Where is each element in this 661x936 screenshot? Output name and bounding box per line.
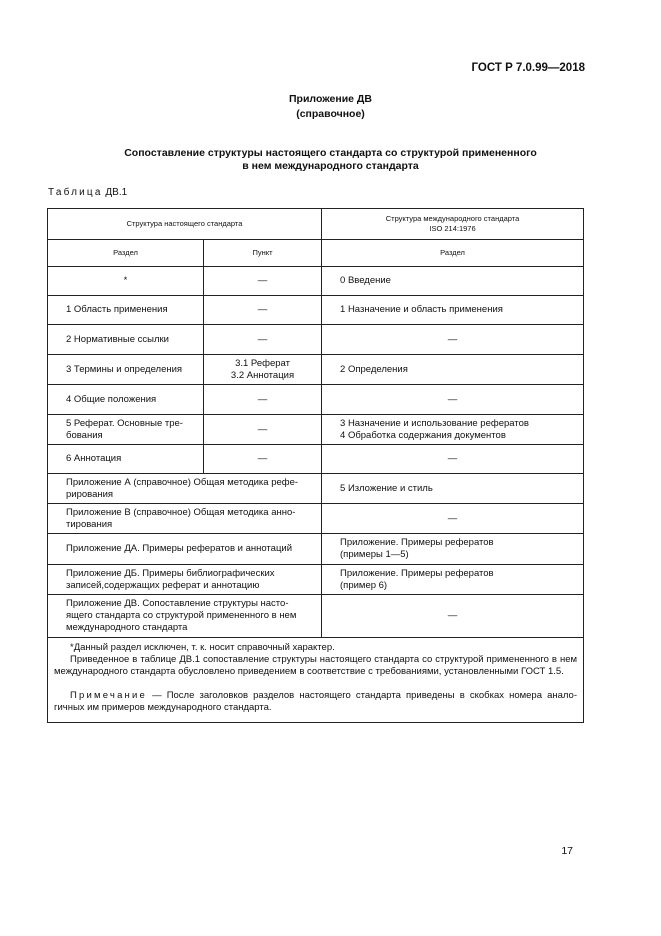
- main-title-line2: в нем международного стандарта: [242, 160, 419, 172]
- cell-intl: [322, 534, 584, 565]
- cell-intl: 2 Определения: [322, 355, 584, 385]
- cell-section-line1: Приложение А (справочное) Общая методика рефе-: [66, 476, 299, 488]
- cell-intl: —: [322, 445, 584, 474]
- appendix-type: (справочное): [296, 108, 365, 120]
- cell-item: —: [204, 325, 322, 355]
- footnote-line1: *Данный раздел исключен, т. к. носит справочный характер.: [70, 642, 335, 653]
- table-row: [48, 385, 584, 415]
- col-header-section-intl: Раздел: [322, 240, 584, 267]
- cell-section: 2 Нормативные ссылки: [48, 325, 204, 355]
- cell-item: —: [204, 445, 322, 474]
- cell-intl: —: [322, 325, 584, 355]
- document-id: ГОСТ Р 7.0.99—2018: [471, 62, 585, 74]
- table-row: [48, 445, 584, 474]
- header-this-standard: Структура настоящего стандарта: [48, 209, 322, 240]
- cell-item: [204, 355, 322, 385]
- cell-section: [48, 565, 322, 595]
- table-row: [48, 474, 584, 504]
- cell-intl: [322, 565, 584, 595]
- cell-intl: 5 Изложение и стиль: [322, 474, 584, 504]
- table-caption-word: Таблица: [48, 187, 103, 198]
- cell-section-line1: 5 Реферат. Основные тре-: [66, 417, 183, 429]
- cell-section: 6 Аннотация: [48, 445, 204, 474]
- col-header-section: Раздел: [48, 240, 204, 267]
- cell-section: *: [48, 267, 204, 296]
- appendix-title: Приложение ДВ: [289, 93, 372, 105]
- cell-intl-line2: (пример 6): [340, 579, 388, 591]
- table-note: [54, 690, 577, 714]
- main-title-line1: Сопоставление структуры настоящего стандарта со структурой примененного: [124, 147, 537, 159]
- cell-item: —: [204, 385, 322, 415]
- appendix-heading: [0, 92, 661, 122]
- cell-item: —: [204, 296, 322, 325]
- header-intl-line2: ISO 214:1976: [429, 224, 476, 233]
- cell-section: Приложение ДА. Примеры рефератов и аннотаций: [48, 534, 322, 565]
- cell-section-line2: рирования: [66, 488, 114, 500]
- cell-intl-line1: Приложение. Примеры рефератов: [340, 537, 494, 548]
- cell-section-line2: ящего стандарта со структурой примененного в нем: [66, 610, 297, 621]
- header-intl-line1: Структура международного стандарта: [385, 214, 520, 223]
- cell-intl-line2: (примеры 1—5): [340, 549, 409, 560]
- table-row: [48, 325, 584, 355]
- cell-intl-line2: 4 Обработка содержания документов: [340, 429, 506, 441]
- page-number: 17: [561, 845, 573, 857]
- table-row: [48, 565, 584, 595]
- cell-section: [48, 595, 322, 638]
- table-row: [48, 504, 584, 534]
- cell-section-line1: Приложение В (справочное) Общая методика анно-: [66, 506, 296, 518]
- cell-intl: 1 Назначение и область применения: [322, 296, 584, 325]
- table-header-row: [48, 209, 584, 240]
- comparison-table: [47, 208, 584, 723]
- table-row: [48, 296, 584, 325]
- cell-intl: 0 Введение: [322, 267, 584, 296]
- cell-intl-line1: Приложение. Примеры рефератов: [340, 567, 494, 579]
- footnote-line2: Приведенное в таблице ДВ.1 сопоставление структуры настоящего стандарта со структурой примененного в нем международного стандарта обусловлено приведением в соответствие с требованиями, установленными ГОСТ 1.5.: [54, 654, 578, 677]
- cell-item: —: [204, 415, 322, 445]
- cell-section: [48, 474, 322, 504]
- cell-section-line2: тирования: [66, 518, 113, 530]
- cell-item-line1: 3.1 Реферат: [235, 357, 290, 369]
- table-caption-id: ДВ.1: [105, 187, 128, 198]
- cell-item: —: [204, 267, 322, 296]
- cell-intl: —: [322, 504, 584, 534]
- cell-section-line1: Приложение ДВ. Сопоставление структуры насто-: [66, 598, 289, 609]
- col-header-item: Пункт: [204, 240, 322, 267]
- cell-section-line2: бования: [66, 429, 103, 441]
- table-row: [48, 415, 584, 445]
- cell-section-line3: международного стандарта: [66, 622, 188, 633]
- cell-intl-line1: 3 Назначение и использование рефератов: [340, 417, 529, 429]
- cell-section-line2: записей,содержащих реферат и аннотацию: [66, 579, 260, 591]
- header-intl-standard: [322, 209, 584, 240]
- cell-section: [48, 504, 322, 534]
- table-footnote: [48, 638, 584, 723]
- table-subheader-row: [48, 240, 584, 267]
- cell-section: 4 Общие положения: [48, 385, 204, 415]
- cell-intl: —: [322, 385, 584, 415]
- table-row: [48, 355, 584, 385]
- table-caption: [48, 187, 127, 198]
- cell-section-line1: Приложение ДБ. Примеры библиографических: [66, 567, 275, 579]
- table-row: [48, 534, 584, 565]
- table-row: [48, 595, 584, 638]
- cell-section: 1 Область применения: [48, 296, 204, 325]
- table-footnote-row: [48, 638, 584, 723]
- note-text: — После заголовков разделов настоящего стандарта приведены в скобках номера анало-гичных им примеров международного стандарта.: [54, 690, 578, 713]
- cell-section: [48, 415, 204, 445]
- cell-intl: —: [322, 595, 584, 638]
- cell-item-line2: 3.2 Аннотация: [230, 369, 295, 381]
- table-row: [48, 267, 584, 296]
- cell-section: 3 Термины и определения: [48, 355, 204, 385]
- note-label: Примечание: [70, 690, 147, 701]
- main-title: [0, 147, 661, 173]
- cell-intl: [322, 415, 584, 445]
